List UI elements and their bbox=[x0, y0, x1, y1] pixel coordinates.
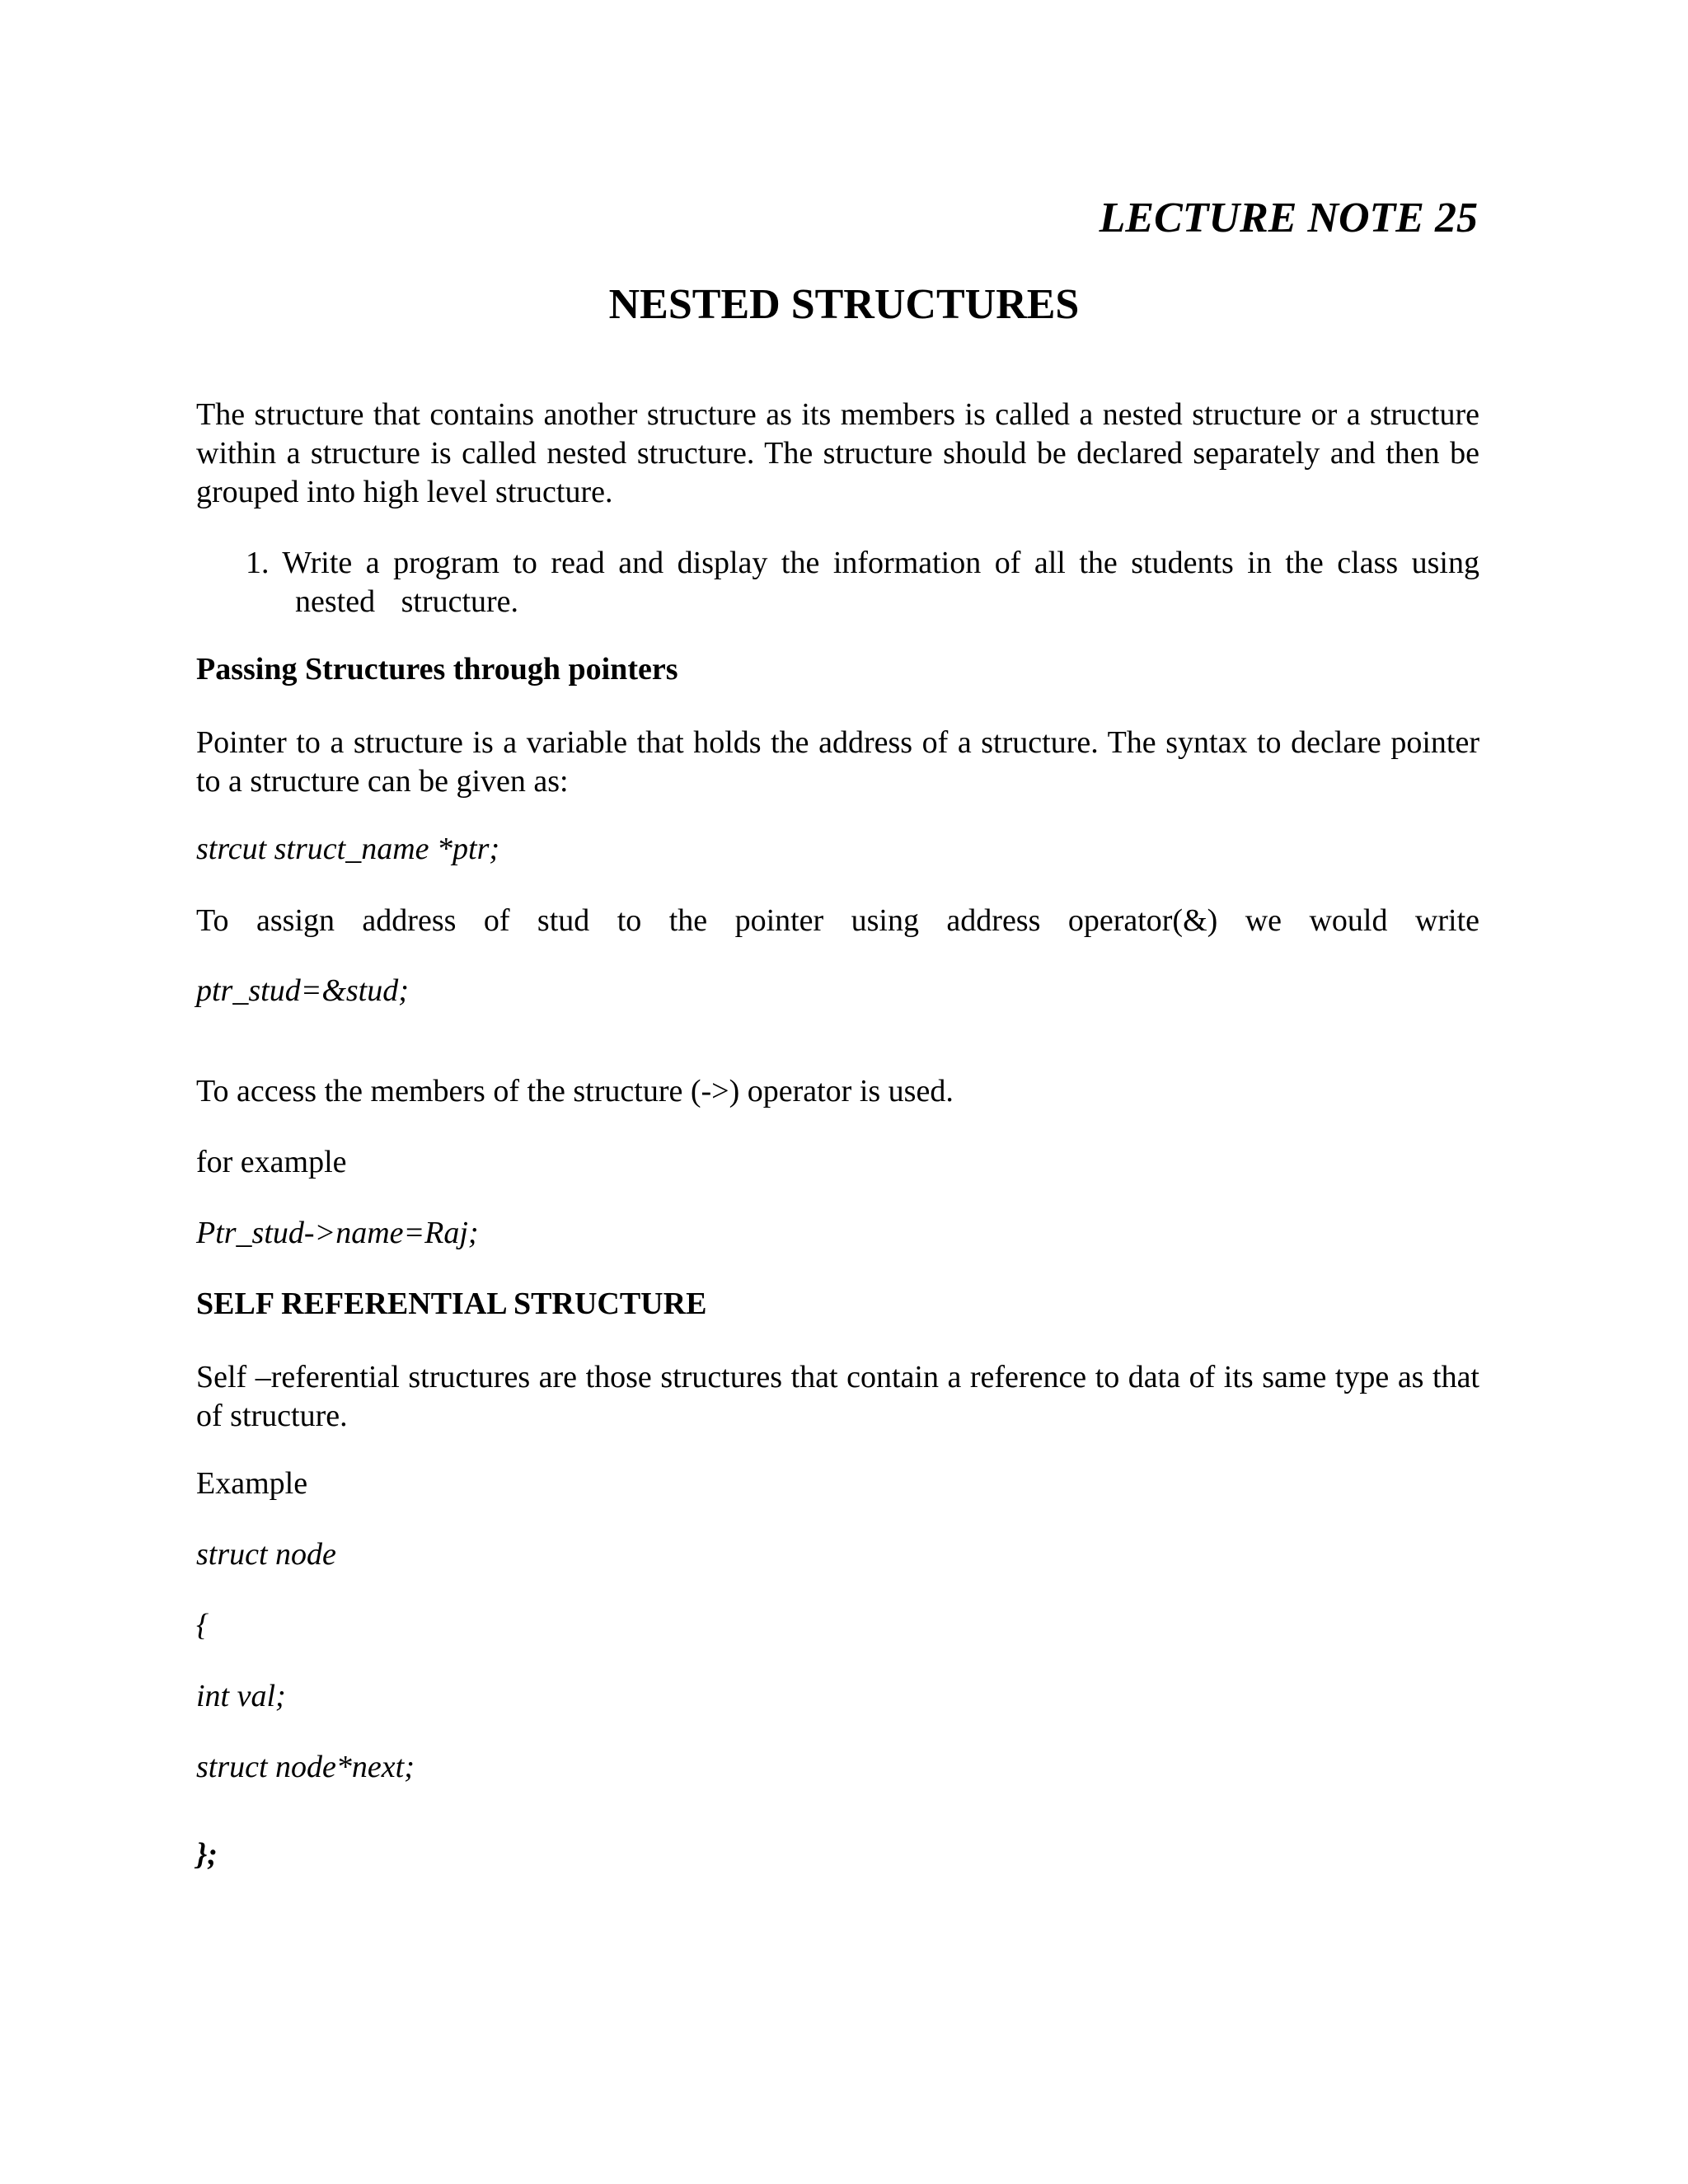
exercise-list-item bbox=[246, 544, 1479, 621]
code-line: struct node*next; bbox=[196, 1750, 415, 1784]
code-line: }; bbox=[196, 1837, 218, 1872]
code-line: int val; bbox=[196, 1679, 286, 1713]
exercise-line-1 bbox=[246, 544, 1479, 583]
pointers-heading: Passing Structures through pointers bbox=[196, 652, 678, 687]
pointer-syntax-code: strcut struct_name *ptr; bbox=[196, 832, 500, 866]
pointer-example-code: Ptr_stud->name=Raj; bbox=[196, 1216, 479, 1250]
access-members-text: To access the members of the structure (->) operator is used. bbox=[196, 1074, 954, 1108]
lecture-note-label: LECTURE NOTE 25 bbox=[1099, 194, 1478, 241]
intro-paragraph: The structure that contains another structure as its members is called a nested structure or a structure within a structure is called nested structure. The structure should be declared separately and then be grouped into high level structure. bbox=[196, 397, 1479, 509]
self-referential-heading: SELF REFERENTIAL STRUCTURE bbox=[196, 1286, 707, 1321]
page-title: NESTED STRUCTURES bbox=[608, 281, 1080, 328]
for-example-label: for example bbox=[196, 1145, 347, 1179]
exercise-text-line-1: Write a program to read and display the information of all the students in the class using bbox=[282, 546, 1479, 580]
self-referential-paragraph: Self –referential structures are those structures that contain a reference to data of its same type as that of structure. bbox=[196, 1360, 1479, 1433]
example-label: Example bbox=[196, 1466, 308, 1501]
assign-address-text: To assign address of stud to the pointer using address operator(&) we would write bbox=[196, 903, 1479, 938]
exercise-text-line-2: nested structure. bbox=[295, 584, 519, 619]
exercise-number: 1. bbox=[246, 546, 270, 580]
pointers-paragraph: Pointer to a structure is a variable that holds the address of a structure. The syntax to declare pointer to a structure can be given as: bbox=[196, 725, 1479, 799]
code-line: struct node bbox=[196, 1537, 336, 1572]
code-line: { bbox=[196, 1608, 209, 1643]
assign-address-code: ptr_stud=&stud; bbox=[196, 973, 409, 1008]
